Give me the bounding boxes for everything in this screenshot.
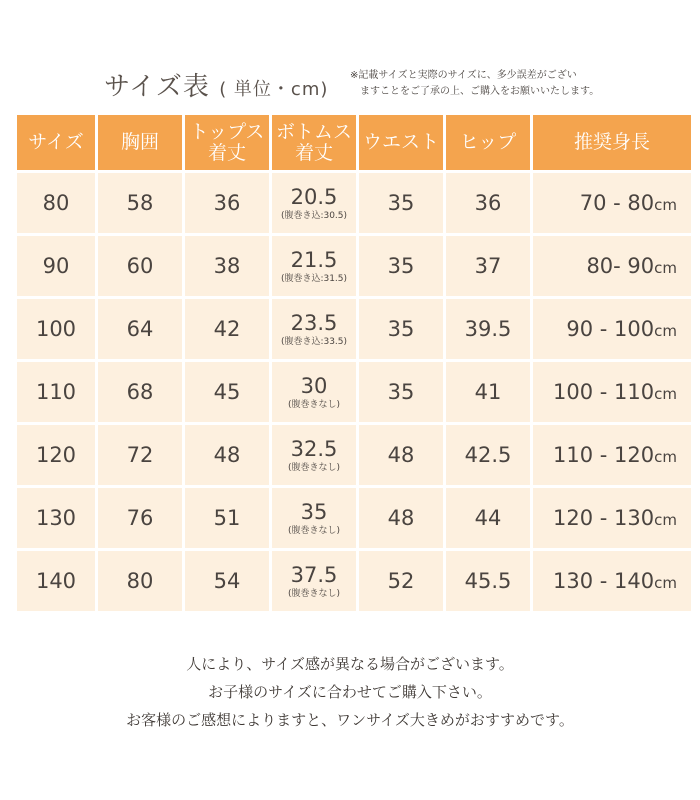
- cell-size: 100: [17, 299, 95, 359]
- note-line-1: ※記載サイズと実際のサイズに、多少誤差がござい: [350, 70, 577, 81]
- bottoms-value: 21.5: [290, 248, 338, 272]
- cell-hip: 44: [446, 488, 530, 548]
- cell-tops-length: 51: [185, 488, 269, 548]
- cell-hip: 45.5: [446, 551, 530, 611]
- table-row: [17, 425, 691, 485]
- cell-hip: 39.5: [446, 299, 530, 359]
- cell-tops-length: 48: [185, 425, 269, 485]
- cell-chest: 60: [98, 236, 182, 296]
- bottoms-note: (腹巻き込:30.5): [280, 211, 348, 221]
- bottoms-value: 37.5: [290, 563, 338, 587]
- title-unit: ( 単位・cm): [219, 79, 329, 100]
- table-row: [17, 488, 691, 548]
- height-unit: cm: [654, 385, 677, 403]
- table-row: [17, 236, 691, 296]
- cell-waist: 48: [359, 425, 443, 485]
- cell-waist: 48: [359, 488, 443, 548]
- cell-bottoms-length: [272, 299, 356, 359]
- cell-waist: 35: [359, 236, 443, 296]
- disclaimer-note: [350, 68, 690, 100]
- table-body: [17, 173, 691, 611]
- cell-bottoms-length: [272, 551, 356, 611]
- cell-recommended-height: [533, 299, 691, 359]
- title-row: [0, 62, 700, 106]
- cell-bottoms-length: [272, 362, 356, 422]
- page-title: [104, 66, 328, 103]
- cell-size: 110: [17, 362, 95, 422]
- cell-waist: 52: [359, 551, 443, 611]
- height-value: 80- 90: [586, 254, 655, 278]
- cell-bottoms-length: [272, 236, 356, 296]
- cell-tops-length: 42: [185, 299, 269, 359]
- height-unit: cm: [654, 322, 677, 340]
- footer-notes: [0, 650, 700, 734]
- cell-hip: 42.5: [446, 425, 530, 485]
- table-row: [17, 362, 691, 422]
- header-waist: ウエスト: [359, 115, 443, 170]
- cell-recommended-height: [533, 488, 691, 548]
- header-hip: ヒップ: [446, 115, 530, 170]
- bottoms-value: 32.5: [290, 437, 338, 461]
- height-value: 100 - 110: [553, 380, 655, 404]
- height-value: 120 - 130: [553, 506, 655, 530]
- table-row: [17, 551, 691, 611]
- footer-line-1: 人により、サイズ感が異なる場合がございます。: [186, 655, 514, 673]
- cell-waist: 35: [359, 299, 443, 359]
- cell-tops-length: 45: [185, 362, 269, 422]
- cell-size: 120: [17, 425, 95, 485]
- cell-hip: 41: [446, 362, 530, 422]
- cell-hip: 37: [446, 236, 530, 296]
- cell-tops-length: 36: [185, 173, 269, 233]
- cell-chest: 64: [98, 299, 182, 359]
- cell-chest: 58: [98, 173, 182, 233]
- cell-chest: 68: [98, 362, 182, 422]
- cell-recommended-height: [533, 362, 691, 422]
- height-unit: cm: [654, 574, 677, 592]
- cell-size: 130: [17, 488, 95, 548]
- title-text: サイズ表: [104, 72, 210, 102]
- bottoms-note: (腹巻きなし): [287, 400, 341, 410]
- cell-chest: 76: [98, 488, 182, 548]
- cell-chest: 80: [98, 551, 182, 611]
- bottoms-value: 30: [300, 374, 328, 398]
- bottoms-note: (腹巻き込:33.5): [280, 337, 348, 347]
- cell-tops-length: 54: [185, 551, 269, 611]
- cell-chest: 72: [98, 425, 182, 485]
- cell-size: 140: [17, 551, 95, 611]
- height-unit: cm: [654, 511, 677, 529]
- cell-size: 80: [17, 173, 95, 233]
- header-bottoms-length: ボトムス 着丈: [272, 115, 356, 170]
- header-size: サイズ: [17, 115, 95, 170]
- height-value: 70 - 80: [579, 191, 655, 215]
- header-recommended-height: 推奨身長: [533, 115, 691, 170]
- bottoms-value: 35: [300, 500, 328, 524]
- header-chest: 胸囲: [98, 115, 182, 170]
- bottoms-note: (腹巻きなし): [287, 589, 341, 599]
- table-row: [17, 173, 691, 233]
- height-unit: cm: [654, 196, 677, 214]
- cell-recommended-height: [533, 551, 691, 611]
- size-table: [14, 112, 694, 614]
- bottoms-note: (腹巻き込:31.5): [280, 274, 348, 284]
- cell-hip: 36: [446, 173, 530, 233]
- note-line-2: ますことをご了承の上、ご購入をお願いいたします。: [360, 86, 600, 97]
- bottoms-note: (腹巻きなし): [287, 526, 341, 536]
- height-value: 130 - 140: [553, 569, 655, 593]
- table-header-row: [17, 115, 691, 170]
- cell-waist: 35: [359, 362, 443, 422]
- footer-line-2: お子様のサイズに合わせてご購入下さい。: [208, 683, 492, 701]
- cell-bottoms-length: [272, 173, 356, 233]
- cell-recommended-height: [533, 236, 691, 296]
- height-value: 90 - 100: [566, 317, 655, 341]
- cell-size: 90: [17, 236, 95, 296]
- table-row: [17, 299, 691, 359]
- cell-waist: 35: [359, 173, 443, 233]
- bottoms-value: 20.5: [290, 185, 338, 209]
- bottoms-value: 23.5: [290, 311, 338, 335]
- height-unit: cm: [654, 259, 677, 277]
- cell-bottoms-length: [272, 488, 356, 548]
- header-tops-length: トップス 着丈: [185, 115, 269, 170]
- footer-line-3: お客様のご感想によりますと、ワンサイズ大きめがおすすめです。: [126, 711, 574, 729]
- height-unit: cm: [654, 448, 677, 466]
- cell-recommended-height: [533, 173, 691, 233]
- height-value: 110 - 120: [553, 443, 655, 467]
- cell-tops-length: 38: [185, 236, 269, 296]
- cell-recommended-height: [533, 425, 691, 485]
- bottoms-note: (腹巻きなし): [287, 463, 341, 473]
- cell-bottoms-length: [272, 425, 356, 485]
